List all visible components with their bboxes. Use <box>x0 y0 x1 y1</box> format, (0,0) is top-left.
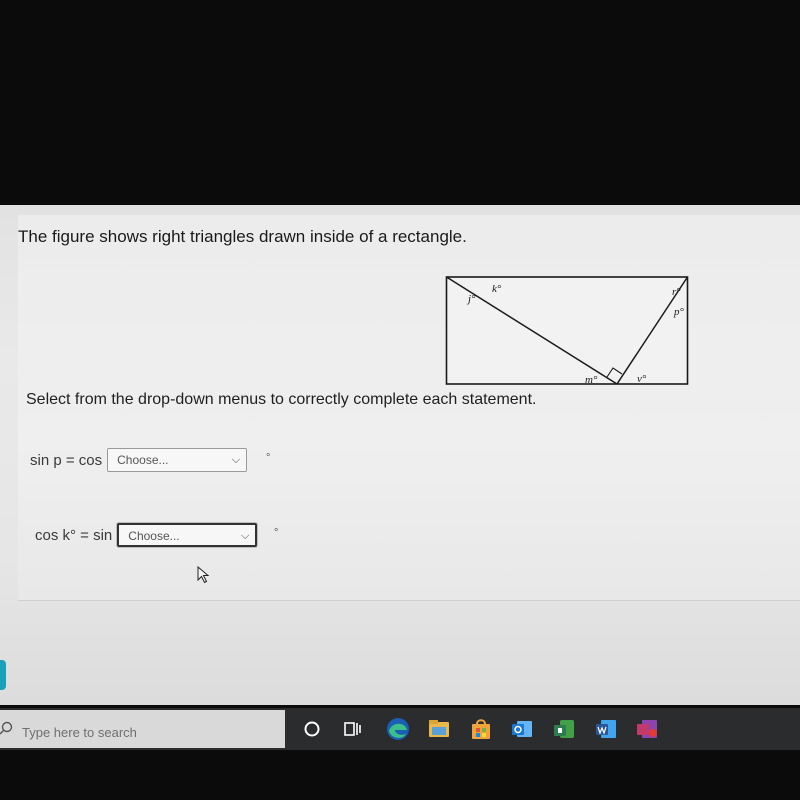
taskbar-search[interactable] <box>0 710 285 748</box>
rectangle-triangles-figure <box>445 275 690 390</box>
statement-2-degree: ° <box>274 527 279 539</box>
word-icon[interactable] <box>593 716 619 742</box>
instruction-text: Select from the drop-down menus to correctly complete each statement. <box>26 391 537 408</box>
angle-label-j: j° <box>468 293 476 305</box>
outlook-icon[interactable] <box>509 716 535 742</box>
search-icon <box>0 720 16 736</box>
mouse-cursor-icon <box>197 566 211 584</box>
statement-2-selected: Choose... <box>128 529 180 543</box>
microsoft-store-icon[interactable] <box>468 716 494 742</box>
statement-2-label: cos k° = sin <box>35 526 113 544</box>
chevron-down-icon: ⌵ <box>231 454 241 466</box>
statement-1-dropdown[interactable] <box>107 448 247 472</box>
angle-label-p: p° <box>674 306 684 318</box>
statement-2-dropdown[interactable] <box>117 523 257 547</box>
onenote-icon[interactable] <box>634 716 660 742</box>
statement-1-label: sin p = cos <box>30 451 103 469</box>
browser-viewport <box>0 205 800 705</box>
question-card <box>18 215 800 601</box>
task-view-icon[interactable] <box>339 716 365 742</box>
angle-label-k: k° <box>492 283 502 295</box>
angle-label-v: v° <box>637 373 647 385</box>
angle-label-m: m° <box>585 374 598 386</box>
cortana-icon[interactable] <box>299 716 325 742</box>
statement-1-selected: Choose... <box>117 453 169 467</box>
statement-row-1 <box>30 448 247 472</box>
chevron-down-icon: ⌵ <box>240 530 250 542</box>
windows-taskbar <box>0 708 800 750</box>
edge-browser-icon[interactable] <box>385 716 411 742</box>
file-explorer-icon[interactable] <box>426 716 452 742</box>
search-placeholder: Type here to search <box>22 725 137 740</box>
teams-icon[interactable] <box>551 716 577 742</box>
statement-1-degree: ° <box>266 452 271 464</box>
side-accent <box>0 660 6 690</box>
statement-row-2 <box>35 523 257 547</box>
angle-label-r: r° <box>672 286 681 298</box>
question-prompt: The figure shows right triangles drawn inside of a rectangle. <box>18 227 467 246</box>
